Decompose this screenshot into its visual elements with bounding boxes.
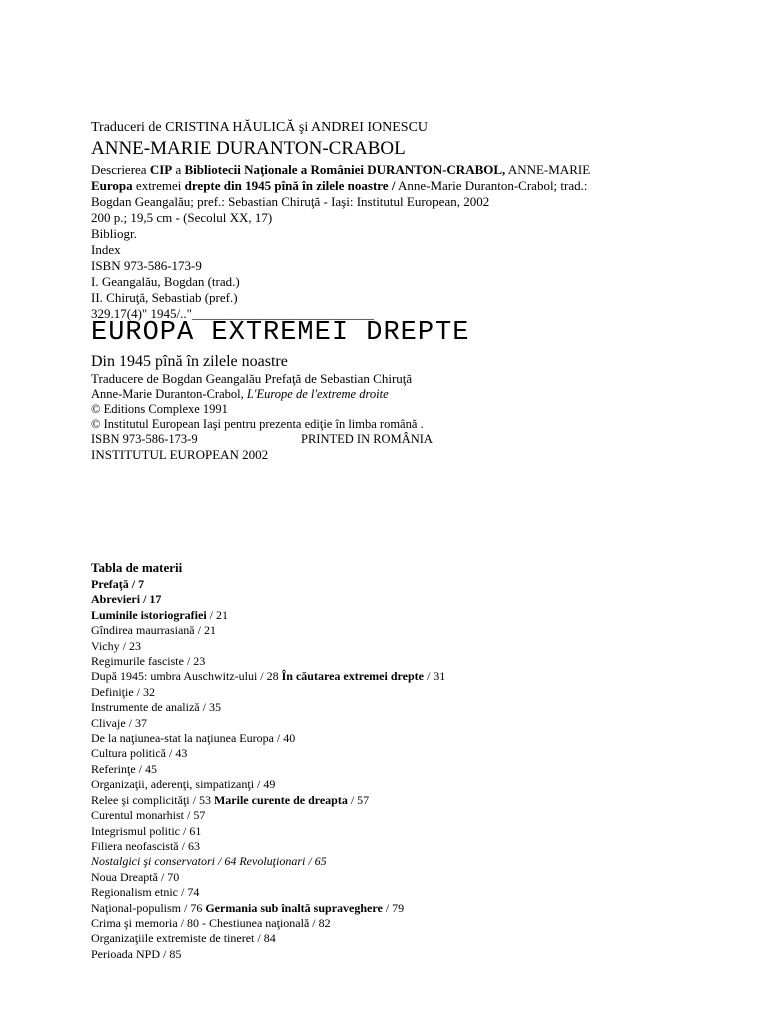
toc-item-text: Nostalgici şi conservatori / 64 Revoluţionari / 65 <box>91 854 327 869</box>
cip-line-7: ISBN 973-586-173-9 <box>91 258 202 273</box>
publisher-line: INSTITUTUL EUROPEAN 2002 <box>91 447 269 462</box>
cip-library: Bibliotecii Naţionale a României DURANTON-CRABOL, <box>184 162 506 177</box>
toc-item-text: Naţional-populism / 76 <box>91 900 206 915</box>
toc-item-text: Vichy / 23 <box>91 638 141 653</box>
toc-item-text: Organizaţii, aderenţi, simpatizanţi / 49 <box>91 777 276 792</box>
toc-item-text: Cultura politică / 43 <box>91 746 188 761</box>
cip-title-part: Europa <box>91 178 133 193</box>
toc-item <box>91 854 731 869</box>
toc-item <box>91 700 731 715</box>
toc-item <box>91 577 731 592</box>
toc-item <box>91 777 731 792</box>
cip-block <box>91 162 731 322</box>
toc-item <box>91 731 731 746</box>
toc-item-text: Gîndirea maurrasiană / 21 <box>91 623 216 638</box>
toc-item-text: / 79 <box>382 900 405 915</box>
toc-item <box>91 669 731 684</box>
toc-item-text: După 1945: umbra Auschwitz-ului / 28 <box>91 669 282 684</box>
toc-item-text: Perioada NPD / 85 <box>91 946 182 961</box>
toc-item-text: Regionalism etnic / 74 <box>91 885 200 900</box>
toc-item-text: Luminile istoriografiei <box>91 607 207 622</box>
cip-text: a <box>172 162 185 177</box>
book-title-block <box>91 318 731 348</box>
toc-item-text: De la naţiunea-stat la naţiunea Europa / 40 <box>91 731 296 746</box>
toc-item <box>91 654 731 669</box>
book-title: EUROPA EXTREMEI DREPTE <box>91 318 470 348</box>
toc-item-text: Instrumente de analiză / 35 <box>91 700 221 715</box>
toc-item-text: Crima şi memoria / 80 - Chestiunea naţională / 82 <box>91 915 331 930</box>
toc-item-text: Abrevieri / 17 <box>91 592 162 607</box>
author-name: ANNE-MARIE DURANTON-CRABOL <box>91 138 406 159</box>
toc-item <box>91 916 731 931</box>
toc-item <box>91 808 731 823</box>
toc-item-text: Noua Dreaptă / 70 <box>91 869 180 884</box>
printed-in: PRINTED IN ROMÂNIA <box>301 432 433 446</box>
toc-item <box>91 716 731 731</box>
toc-list <box>91 577 731 962</box>
toc-item <box>91 824 731 839</box>
toc-item <box>91 746 731 761</box>
toc-item-text: Regimurile fasciste / 23 <box>91 654 206 669</box>
original-line <box>91 387 731 402</box>
toc-item-text: Germania sub înaltă supraveghere <box>205 900 383 915</box>
toc-item-text: Filiera neofascistă / 63 <box>91 838 200 853</box>
toc-item-text: / 57 <box>347 792 370 807</box>
cip-text: Descrierea <box>91 162 150 177</box>
isbn: ISBN 973-586-173-9 <box>91 432 198 446</box>
cip-title-part: drepte din 1945 pînă în zilele noastre / <box>184 178 396 193</box>
cip-line-3: Bogdan Geangalău; pref.: Sebastian Chiruţă - Iaşi: Institutul European, 2002 <box>91 194 490 209</box>
toc-item <box>91 931 731 946</box>
toc-item-text: În căutarea extremei drepte <box>281 669 424 684</box>
toc-item-text: Relee şi complicităţi / 53 <box>91 792 214 807</box>
toc-item <box>91 685 731 700</box>
cip-line-6: Index <box>91 242 121 257</box>
cip-line-1 <box>91 162 731 178</box>
toc-item-text: Referinţe / 45 <box>91 761 157 776</box>
toc-item <box>91 870 731 885</box>
toc-item-text: Definiţie / 32 <box>91 684 155 699</box>
toc-item-text: Curentul monarhist / 57 <box>91 808 206 823</box>
cip-line-9: II. Chiruţă, Sebastiab (pref.) <box>91 290 238 305</box>
toc-heading: Tabla de materii <box>91 560 183 575</box>
cip-text: ANNE-MARIE <box>505 162 591 177</box>
copyright-line-2: © Institutul European Iaşi pentru prezenta ediţie în limba română . <box>91 417 424 431</box>
toc-item-text: Prefaţă / 7 <box>91 577 145 591</box>
toc-item <box>91 608 731 623</box>
toc-item <box>91 885 731 900</box>
toc-item <box>91 592 731 607</box>
copyright-line-1: © Editions Complexe 1991 <box>91 402 228 416</box>
cip-line-10: 329.17(4)" 1945/.."____________________________ <box>91 306 374 321</box>
toc-item-text: / 21 <box>206 607 228 622</box>
toc-item <box>91 901 731 916</box>
cip-line-5: Bibliogr. <box>91 226 137 241</box>
header-block <box>91 120 731 160</box>
cip-line-2 <box>91 178 731 194</box>
cip-text: extremei <box>132 178 185 193</box>
toc-item <box>91 839 731 854</box>
translators-line: Traduceri de CRISTINA HĂULICĂ şi ANDREI IONESCU <box>91 120 429 135</box>
toc-item-text: Marile curente de dreapta <box>213 792 348 807</box>
toc-item-text: Organizaţiile extremiste de tineret / 84 <box>91 931 276 946</box>
toc-item <box>91 623 731 638</box>
cip-line-4: 200 p.; 19,5 cm - (Secolul XX, 17) <box>91 210 273 225</box>
toc-item <box>91 793 731 808</box>
toc-item <box>91 947 731 962</box>
table-of-contents <box>91 560 731 962</box>
toc-item <box>91 762 731 777</box>
cip-line-8: I. Geangalău, Bogdan (trad.) <box>91 274 240 289</box>
toc-item <box>91 639 731 654</box>
toc-item-text: / 31 <box>423 669 446 684</box>
original-title: L'Europe de l'extreme droite <box>246 387 389 401</box>
isbn-line <box>91 432 731 447</box>
book-subtitle: Din 1945 pînă în zilele noastre <box>91 353 288 370</box>
cip-text: Anne-Marie Duranton-Crabol; trad.: <box>395 178 588 193</box>
toc-item-text: Integrismul politic / 61 <box>91 823 202 838</box>
translation-line: Traducere de Bogdan Geangalău Prefaţă de Sebastian Chiruţă <box>91 371 413 386</box>
original-author: Anne-Marie Duranton-Crabol, <box>91 387 247 401</box>
cip-label: CIP <box>149 162 173 177</box>
book-details <box>91 353 731 463</box>
toc-item-text: Clivaje / 37 <box>91 715 147 730</box>
